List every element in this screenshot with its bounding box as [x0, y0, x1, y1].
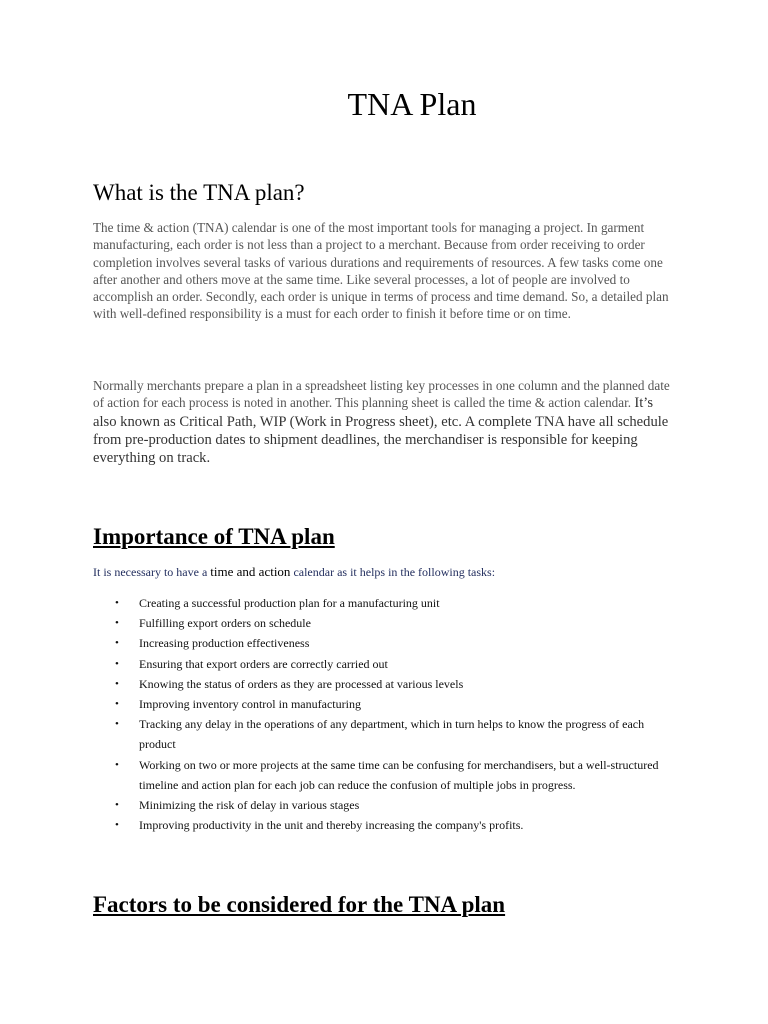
importance-intro-part2: time and action: [210, 564, 291, 579]
importance-intro: [93, 564, 495, 580]
what-heading: What is the TNA plan?: [93, 180, 305, 205]
bullet-icon: •: [115, 637, 119, 650]
what-paragraph-2: [93, 377, 673, 467]
what-paragraph-2-large: It’s also known as Critical Path, WIP (Work in Progress sheet), etc. A complete TNA have all schedule from pre-production dates to shipment deadlines, the merchandiser is responsible for keeping everything on track.: [93, 395, 669, 467]
importance-heading: Importance of TNA plan: [93, 524, 335, 549]
list-item: • Tracking any delay in the operations of any department, which in turn helps to know the progress of each product: [93, 714, 683, 754]
list-item: • Working on two or more projects at the same time can be confusing for merchandisers, but a well-structured timeline and action plan for each job can reduce the confusion of multiple jobs in progress.: [93, 755, 683, 795]
list-item: • Fulfilling export orders on schedule: [93, 613, 683, 633]
list-item: • Improving productivity in the unit and thereby increasing the company's profits.: [93, 815, 683, 835]
bullet-icon: •: [115, 718, 119, 731]
list-item: • Minimizing the risk of delay in various stages: [93, 795, 683, 815]
factors-heading: Factors to be considered for the TNA plan: [93, 892, 506, 917]
what-paragraph-2-small: Normally merchants prepare a plan in a spreadsheet listing key processes in one column and the planned date of action for each process is noted in another. This planning sheet is called the time & action calendar.: [93, 378, 670, 411]
list-item: • Creating a successful production plan for a manufacturing unit: [93, 593, 683, 613]
importance-intro-part3: calendar as it helps in the following tasks:: [293, 565, 496, 579]
list-item: • Improving inventory control in manufacturing: [93, 694, 683, 714]
bullet-icon: •: [115, 799, 119, 812]
bullet-icon: •: [115, 657, 119, 670]
bullet-icon: •: [115, 698, 119, 711]
bullet-icon: •: [115, 819, 119, 832]
bullet-icon: •: [115, 677, 119, 690]
bullet-icon: •: [115, 758, 119, 771]
list-item: • Knowing the status of orders as they are processed at various levels: [93, 674, 683, 694]
bullet-icon: •: [115, 617, 119, 630]
importance-list: [93, 593, 683, 835]
page-title: TNA Plan: [347, 86, 477, 122]
importance-intro-part1: It is necessary to have a: [93, 565, 208, 579]
list-item: • Increasing production effectiveness: [93, 633, 683, 653]
list-item: • Ensuring that export orders are correctly carried out: [93, 654, 683, 674]
what-paragraph-1: The time & action (TNA) calendar is one of the most important tools for managing a project. In garment manufacturing, each order is not less than a project to a merchant. Because from order receiving to order completion involves several tasks of various durations and requirements of resources. A few tasks come one after another and others move at the same time. Like several processes, a lot of people are involved to accomplish an order. Secondly, each order is unique in terms of process and time demand. So, a detailed plan with well-defined responsibility is a must for each order to finish it before time or on time.: [93, 220, 669, 322]
bullet-icon: •: [115, 597, 119, 609]
